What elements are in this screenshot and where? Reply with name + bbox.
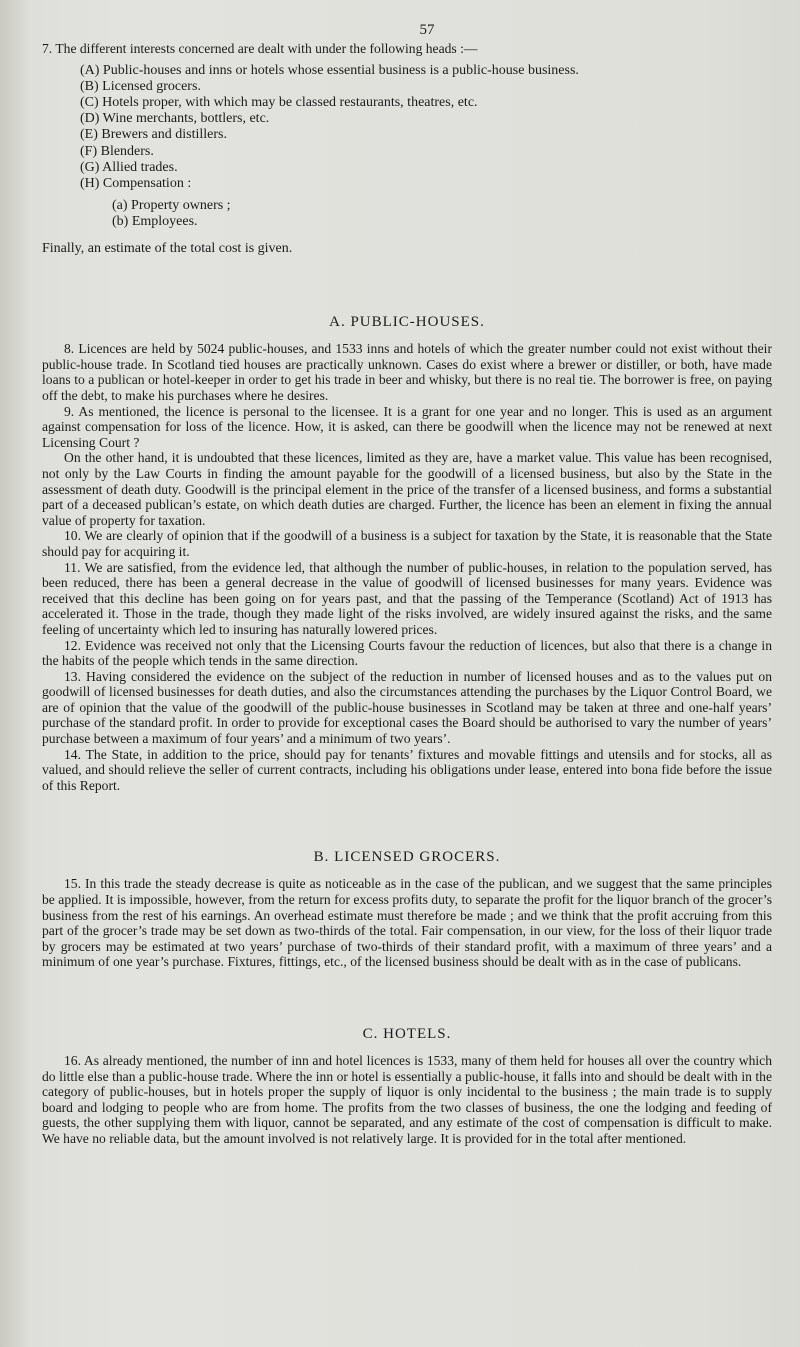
finally-paragraph: Finally, an estimate of the total cost is given. (42, 240, 293, 256)
paragraph-11: 11. We are satisfied, from the evidence led, that although the number of public-houses, in relation to the population served, has been reduced, there has been a general decrease in the value of goodwill of licensed businesses for many years. Evidence was received that this decline has been going on for years past, and that the passing of the Temperance (Scotland) Act of 1913 has accelerated it. Those in the trade, though they made light of the risks involved, are widely insured against the risks, and the same feeling of uncertainty which led to insuring has naturally lowered prices. (42, 559, 772, 637)
head-item: (F) Blenders. (80, 143, 154, 159)
paragraph-12: 12. Evidence was received not only that the Licensing Courts favour the reduction of licences, but also that there is a change in the habits of the people which tends in the same direction. (42, 637, 772, 669)
head-item: (D) Wine merchants, bottlers, etc. (80, 111, 270, 127)
paragraph-16: 16. As already mentioned, the number of inn and hotel licences is 1533, many of them held for houses all over the country which do little else than a public-house trade. Where the inn or hotel is essentially a public-house, it falls into and should be dealt with in the category of public-houses, but in hotels proper the supply of liquor is only incidental to the business ; the main trade is to supply board and lodging to people who are from home. The profits from the two classes of business, the one the lodging and feeding of guests, the other supplying them with liquor, cannot be separated, and any estimate of the cost of compensation is difficult to make. We have no reliable data, but the amount involved is not relatively large. It is provided for in the total after mentioned. (42, 1053, 772, 1146)
paragraph-13: 13. Having considered the evidence on the subject of the reduction in number of licensed houses and as to the values put on goodwill of licensed businesses for death duties, and also the circumstances attending the purchases by the Liquor Control Board, we are of opinion that the value of the goodwill of the public-house businesses in Scotland may be taken at three and one-half years’ purchase of the standard profit. In order to provide for exceptional cases the Board should be authorised to vary the number of years’ purchase between a maximum of four years’ and a minimum of two years’. (42, 668, 772, 747)
head-item: (A) Public-houses and inns or hotels whose essential business is a public-house business. (80, 62, 579, 78)
section-heading-licensed-grocers: B. LICENSED GROCERS. (313, 849, 501, 866)
page-number: 57 (419, 22, 435, 38)
section-heading-public-houses: A. PUBLIC-HOUSES. (329, 314, 485, 331)
paragraph-15: 15. In this trade the steady decrease is quite as noticeable as in the case of the publican, and we suggest that the same principles be applied. It is impossible, however, from the return for excess profits duty, to separate the profit for the liquor branch of the grocer’s business from the rest of his earnings. An overhead estimate must therefore be made ; and we think that the profit accruing from this part of the grocer’s trade may be set down as two-thirds of the total. Fair compensation, in our view, for the loss of their liquor trade by grocers may be estimated at two years’ purchase of two-thirds of their standard profit, with a maximum of three years’ and a minimum of one year’s purchase. Fixtures, fittings, etc., of the licensed business should be dealt with as in the case of publicans. (42, 876, 772, 970)
intro-paragraph: 7. The different interests concerned are dealt with under the following heads :— (42, 41, 478, 56)
head-item: (E) Brewers and distillers. (80, 127, 227, 143)
heads-list (80, 63, 772, 193)
head-item: (G) Allied trades. (80, 159, 178, 175)
subhead-item: (a) Property owners ; (112, 198, 231, 214)
paragraph-14: 14. The State, in addition to the price, should pay for tenants’ fixtures and movable fittings and utensils and for stocks, all as valued, and should relieve the seller of current contracts, including his obligations under lease, entered into bona fide before the issue of this Report. (42, 746, 772, 793)
paragraph-9-cont: On the other hand, it is undoubted that these licences, limited as they are, have a market value. This value has been recognised, not only by the Law Courts in finding the amount payable for the goodwill of a licensed business, but also by the State in the assessment of death duty. Goodwill is the principal element in the price of the transfer of a licensed business, and forms a substantial part of a deceased publican’s estate, on which death duties are charged. Further, the licence has been an element in fixing the annual value of property for taxation. (42, 450, 772, 528)
paragraph-9: 9. As mentioned, the licence is personal to the licensee. It is a grant for one year and no longer. This is used as an argument against compensation for loss of the licence. How, it is asked, can there be goodwill when the licence may not be renewed at next Licensing Court ? (42, 403, 772, 450)
subhead-item: (b) Employees. (112, 214, 198, 230)
head-item: (B) Licensed grocers. (80, 78, 201, 94)
subheads-list (112, 198, 772, 230)
head-item: (H) Compensation : (80, 176, 192, 192)
paragraph-8: 8. Licences are held by 5024 public-houses, and 1533 inns and hotels of which the greater number could not exist without their public-house trade. In Scotland tied houses are practically unknown. Cases do exist where a brewer or distiller, or both, have made loans to a publican or hotel-keeper in order to get his trade in beer and whisky, but there is no real tie. The borrower is free, on paying off the debt, to make his purchases where he desires. (42, 341, 772, 403)
section-heading-hotels: C. HOTELS. (362, 1026, 452, 1042)
head-item: (C) Hotels proper, with which may be classed restaurants, theatres, etc. (80, 95, 478, 110)
paragraph-10: 10. We are clearly of opinion that if the goodwill of a business is a subject for taxation by the State, it is reasonable that the State should pay for acquiring it. (42, 528, 772, 559)
